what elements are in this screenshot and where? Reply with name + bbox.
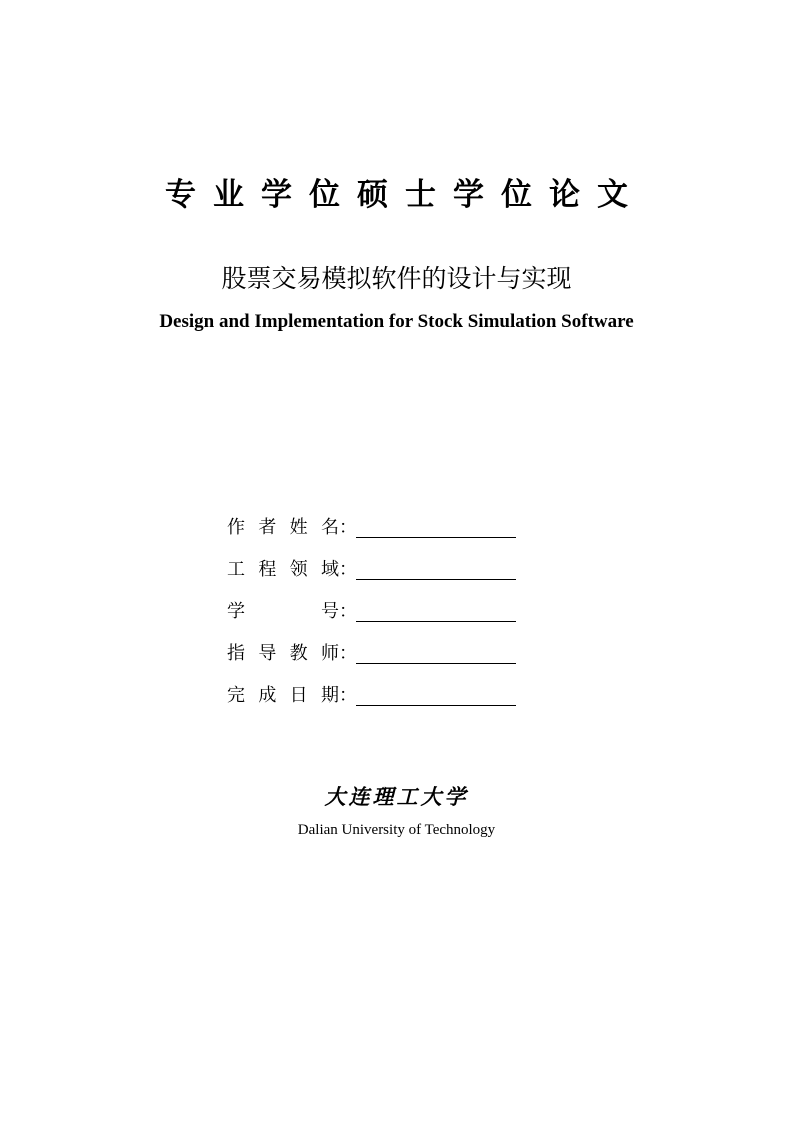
label-char: 完 [227, 685, 245, 706]
university-name-english: Dalian University of Technology [297, 822, 496, 838]
label-char: 名 [320, 517, 339, 538]
label-char: 期 [320, 685, 339, 706]
label-char: 号 [320, 601, 339, 622]
label-char: 导 [258, 643, 277, 664]
label-char: 领 [289, 559, 308, 580]
info-label [227, 684, 339, 708]
info-colon: ： [339, 643, 357, 664]
supervisor-field[interactable] [356, 663, 516, 664]
thesis-title-chinese: 股票交易模拟软件的设计与实现 [221, 264, 572, 293]
info-colon: ： [339, 517, 357, 538]
info-row-supervisor [227, 642, 527, 684]
label-char: 工 [227, 559, 245, 580]
info-label [227, 642, 339, 666]
info-label [227, 558, 339, 582]
engineering-field-field[interactable] [356, 579, 516, 580]
author-info-table [227, 516, 527, 726]
label-char: 学 [227, 601, 245, 622]
university-name-chinese: 大连理工大学 [324, 784, 469, 809]
thesis-title-english: Design and Implementation for Stock Simulation Software [159, 311, 634, 332]
label-char: 姓 [289, 517, 308, 538]
info-label [227, 516, 339, 540]
label-char: 程 [258, 559, 277, 580]
info-row-author-name [227, 516, 527, 558]
info-row-student-id [227, 600, 527, 642]
label-char: 域 [320, 559, 339, 580]
label-char: 作 [227, 517, 245, 538]
info-label [227, 600, 339, 624]
label-char: 教 [289, 643, 308, 664]
info-colon: ： [339, 559, 357, 580]
author-name-field[interactable] [356, 537, 516, 538]
info-row-engineering-field [227, 558, 527, 600]
degree-type-title: 专业学位硕士学位论文 [165, 177, 645, 213]
label-char: 师 [320, 643, 339, 664]
student-id-field[interactable] [356, 621, 516, 622]
info-colon: ： [339, 685, 357, 706]
info-row-completion-date [227, 684, 527, 726]
label-char: 指 [227, 643, 245, 664]
label-char: 成 [258, 685, 277, 706]
completion-date-field[interactable] [356, 705, 516, 706]
info-colon: ： [339, 601, 357, 622]
label-char: 者 [258, 517, 277, 538]
label-char: 日 [289, 685, 308, 706]
